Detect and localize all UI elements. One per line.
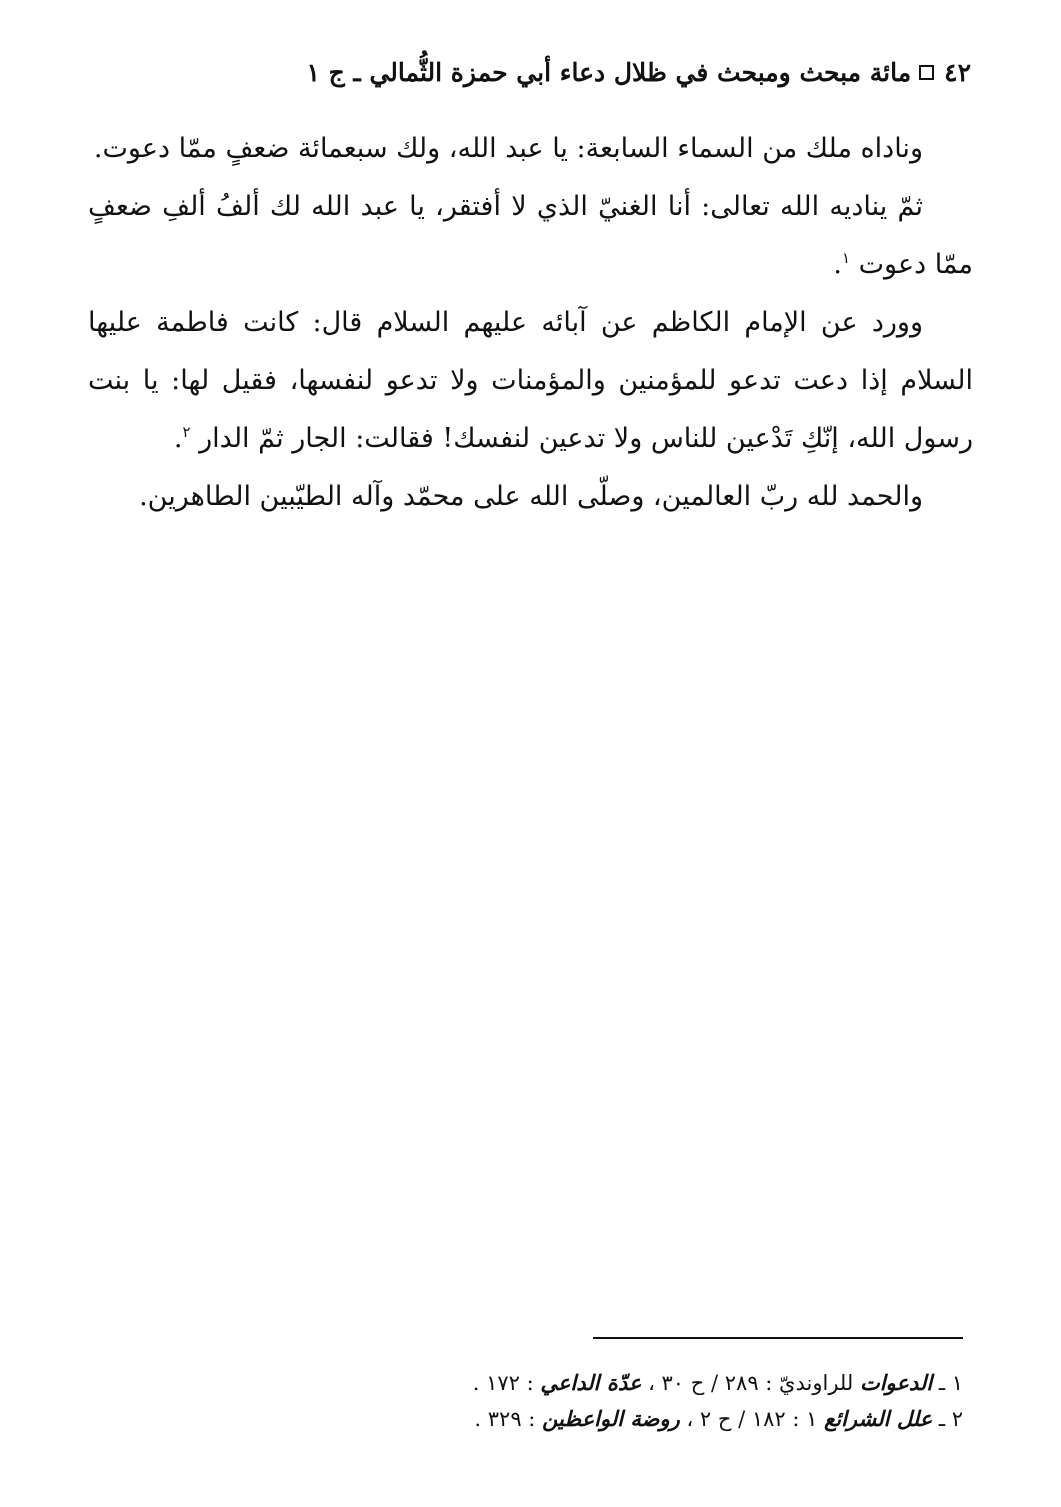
paragraph-1-text: وناداه ملك من السماء السابعة: يا عبد الله، ولك سبعمائة ضعفٍ ممّا دعوت. bbox=[93, 133, 923, 164]
footnote-ref-1[interactable]: ١ bbox=[841, 249, 851, 267]
paragraph-4-text: والحمد لله ربّ العالمين، وصلّى الله على محمّد وآله الطيّبين الطاهرين. bbox=[139, 481, 923, 512]
book-title: مائة مبحث ومبحث في ظلال دعاء أبي حمزة الثُّمالي ـ ج ١ bbox=[306, 57, 912, 87]
paragraph-2-text: ثمّ يناديه الله تعالى: أنا الغنيّ الذي لا أفتقر، يا عبد الله لك ألفُ ألفِ ضعفٍ ممّا دعوت bbox=[88, 191, 973, 280]
paragraph-2 bbox=[88, 178, 973, 294]
footnote-1 bbox=[263, 1365, 963, 1401]
footnote-divider bbox=[593, 1337, 963, 1339]
page-number: ٤٢ bbox=[944, 57, 971, 87]
footnote-number: ١ ـ bbox=[938, 1371, 963, 1395]
paragraph-3-text: وورد عن الإمام الكاظم عن آبائه عليهم السلام قال: كانت فاطمة عليها السلام إذا دعت تدعو للمؤمنين والمؤمنات ولا تدعو لنفسها، فقيل لها: يا بنت رسول الله، إنّكِ تَدْعين للناس ولا تدعين لنفسك! فقالت: الجار ثمّ الدار bbox=[88, 307, 973, 454]
source-title: عدّة الداعي bbox=[540, 1370, 642, 1395]
footnote-2 bbox=[263, 1401, 963, 1437]
source-title: علل الشرائع bbox=[824, 1406, 933, 1431]
source-title: روضة الواعظين bbox=[542, 1406, 680, 1431]
main-text bbox=[88, 120, 973, 526]
running-header bbox=[91, 52, 971, 92]
source-reference: ١ : ١٨٢ / ح ٢ ، bbox=[686, 1407, 818, 1431]
square-bullet-icon bbox=[919, 65, 934, 80]
paragraph-1 bbox=[88, 120, 973, 178]
footnote-ref-2[interactable]: ٢ bbox=[182, 423, 191, 441]
footnotes bbox=[263, 1365, 963, 1437]
paragraph-3-end: . bbox=[173, 423, 183, 454]
paragraph-4 bbox=[88, 468, 973, 526]
source-title: الدعوات bbox=[859, 1370, 933, 1395]
paragraph-2-end: . bbox=[833, 249, 842, 280]
footnote-number: ٢ ـ bbox=[938, 1407, 963, 1431]
source-reference: : ٣٢٩ . bbox=[474, 1407, 536, 1431]
source-reference: للراونديّ : ٢٨٩ / ح ٣٠ ، bbox=[648, 1371, 854, 1395]
paragraph-3 bbox=[88, 294, 973, 468]
source-reference: : ١٧٢ . bbox=[472, 1371, 534, 1395]
